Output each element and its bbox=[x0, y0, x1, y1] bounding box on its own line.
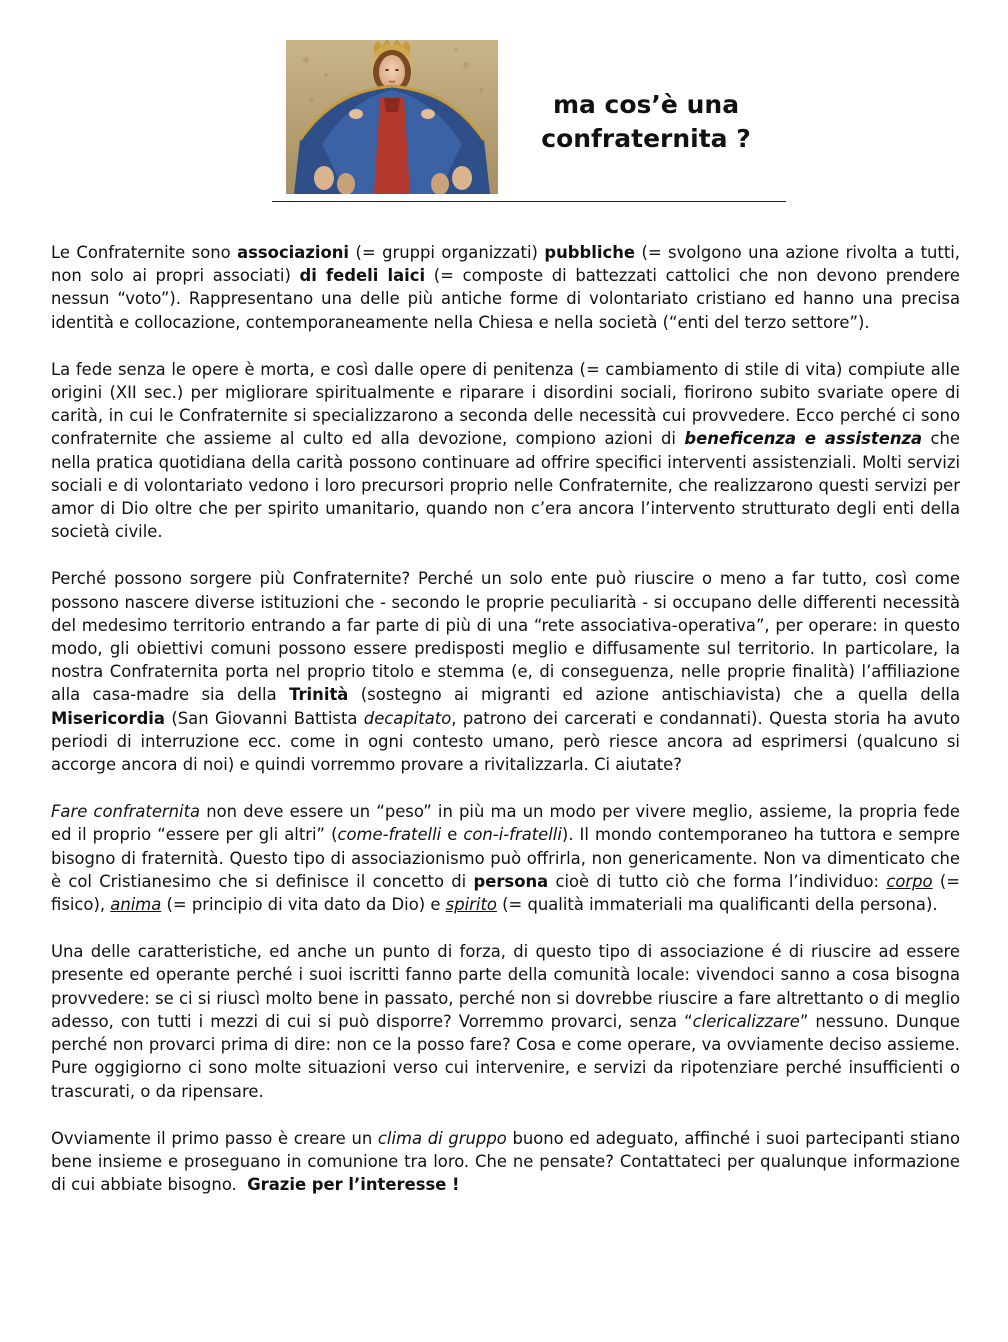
text-span: cioè di tutto ciò che forma l’individuo: bbox=[548, 871, 887, 891]
bold-term: pubbliche bbox=[544, 243, 635, 262]
title-line-1: ma cos’è una bbox=[552, 90, 740, 119]
paragraph-5 bbox=[51, 940, 960, 1102]
text-span: ). Il mondo contemporaneo ha tuttora e sempre bisogno di fraternità. Questo tipo di associazionismo può offrirla, non genericamente. Non va dimenticato che è col Cristianesimo che si definisce il concetto di bbox=[51, 825, 961, 891]
paragraph-6 bbox=[51, 1127, 966, 1197]
paragraph-3 bbox=[51, 567, 960, 776]
paragraph-1 bbox=[51, 241, 960, 334]
text-span: (sostegno ai migranti ed azione antischiavista) che a quella della bbox=[348, 685, 960, 705]
paragraph-4 bbox=[51, 800, 960, 916]
bold-term: di fedeli laici bbox=[299, 266, 426, 286]
text-span: (= qualità immateriali ma qualificanti della persona). bbox=[496, 895, 938, 915]
italic-term: clima di gruppo bbox=[377, 1128, 507, 1148]
italic-term: Fare confraternita bbox=[51, 802, 201, 822]
underlined-term: spirito bbox=[445, 895, 497, 915]
text-span: (San Giovanni Battista bbox=[164, 708, 364, 728]
text-span: Ovviamente il primo passo è creare un bbox=[51, 1128, 378, 1148]
italic-term: clericalizzare bbox=[692, 1011, 800, 1031]
closing-thanks: Grazie per l’interesse ! bbox=[247, 1175, 460, 1195]
text-span: Una delle caratteristiche, ed anche un punto di forza, di questo tipo di associazione é di riuscire ad essere presente ed operante perché i suoi iscritti fanno parte della comunità locale: vivendoci sanno a cosa bisogna provvedere: se ci si riuscì molto bene in passato, perché non si dovrebbe riuscire a fare altrettanto o di meglio adesso, con tutti i mezzi di cui si può disporre? Vorremmo provarci, senza “ bbox=[51, 942, 960, 1031]
bold-term: associazioni bbox=[237, 243, 350, 262]
italic-term: con-i-fratelli bbox=[463, 825, 562, 845]
text-span: Perché possono sorgere più Confraternite? Perché un solo ente può riuscire o meno a far tutto, così come possono nascere diverse istituzioni che - secondo le proprie peculiarità - si occupano delle differenti necessità del medesimo territorio entrando a far parte di più di una “rete associativa-operativa”, per operare: in questo modo, gli obiettivi comuni possono essere predisposti meglio e diffusamente sul territorio. In particolare, la nostra Confraternita porta nel proprio titolo e stemma (e, di conseguenza, nelle proprie finalità) l’affiliazione alla casa-madre sia della bbox=[51, 569, 960, 705]
article-body bbox=[51, 241, 966, 1196]
text-span: (= composte di battezzati cattolici che non devono prendere nessun “voto”). Rappresentano una delle più antiche forme di volontariato cristiano ed hanno una precisa identità e collocazione, contemporaneamente nella Chiesa e nella società (“enti del terzo settore”). bbox=[51, 266, 961, 332]
text-span: (= principio di vita dato da Dio) e bbox=[161, 895, 446, 915]
text-span: ” nessuno. Dunque perché non provarci prima di dire: non ce la posso fare? Cosa e come operare, va ovviamente deciso assieme. Pure oggigiorno ci sono molte situazioni verso cui intervenire, e servizi da ripotenziare perché insufficienti o trascurati, o da ripensare. bbox=[51, 1011, 960, 1101]
paragraph-2 bbox=[51, 358, 960, 544]
title-line-2: confraternita ? bbox=[541, 124, 751, 153]
bold-term: persona bbox=[473, 871, 549, 891]
underlined-term: anima bbox=[110, 895, 162, 915]
title-divider bbox=[272, 201, 786, 202]
text-span: (= svolgono una azione rivolta a tutti, non solo ai propri associati) bbox=[51, 243, 961, 286]
text-span: , patrono dei carcerati e condannati). Questa storia ha avuto periodi di interruzione ecc. come in ogni contesto umano, però riesce ancora ad esprimersi (qualcuno si accorge ancora di noi) e quindi vorremmo provare a rivitalizzarla. Ci aiutate? bbox=[51, 708, 960, 775]
bold-term: Misericordia bbox=[51, 708, 165, 728]
text-span: (= fisico), bbox=[51, 871, 960, 915]
text-span: (= gruppi organizzati) bbox=[349, 243, 545, 262]
text-span: La fede senza le opere è morta, e così dalle opere di penitenza (= cambiamento di stile di vita) compiute alle origini (XII sec.) per migliorare spiritualmente e riparare i disordini sociali, fiorirono subito svariate opere di carità, in cui le Confraternite si specializzarono a seconda delle necessità cui provvedere. Ecco perché ci sono confraternite che assieme al culto ed alla devozione, compiono azioni di bbox=[51, 359, 960, 449]
italic-term: come-fratelli bbox=[337, 825, 442, 845]
bold-italic-term: beneficenza e assistenza bbox=[684, 429, 923, 449]
bold-term: Trinità bbox=[289, 685, 349, 705]
text-span: buono ed adeguato, affinché i suoi partecipanti stiano bene insieme e proseguano in comunione tra loro. Che ne pensate? Contattateci per qualunque informazione di cui abbiate bisogno. bbox=[51, 1128, 966, 1195]
text-span: che nella pratica quotidiana della carità possono continuare ad offrire specifici interventi assistenziali. Molti servizi sociali e di volontariato vedono i loro precursori proprio nelle Confraternite, che realizzarono questi servizi per amor di Dio oltre che per spirito umanitario, quando non c’era ancora l’intervento strutturato degli enti della società civile. bbox=[51, 429, 960, 542]
madonna-image bbox=[286, 40, 498, 194]
italic-term: decapitato bbox=[363, 708, 452, 728]
underlined-term: corpo bbox=[886, 871, 933, 891]
text-span: non deve essere un “peso” in più ma un modo per vivere meglio, assieme, la propria fede ed il proprio “essere per gli altri” ( bbox=[51, 802, 960, 845]
text-span: e bbox=[441, 825, 464, 845]
page-title bbox=[506, 88, 786, 156]
text-span: Le Confraternite sono bbox=[51, 243, 238, 262]
